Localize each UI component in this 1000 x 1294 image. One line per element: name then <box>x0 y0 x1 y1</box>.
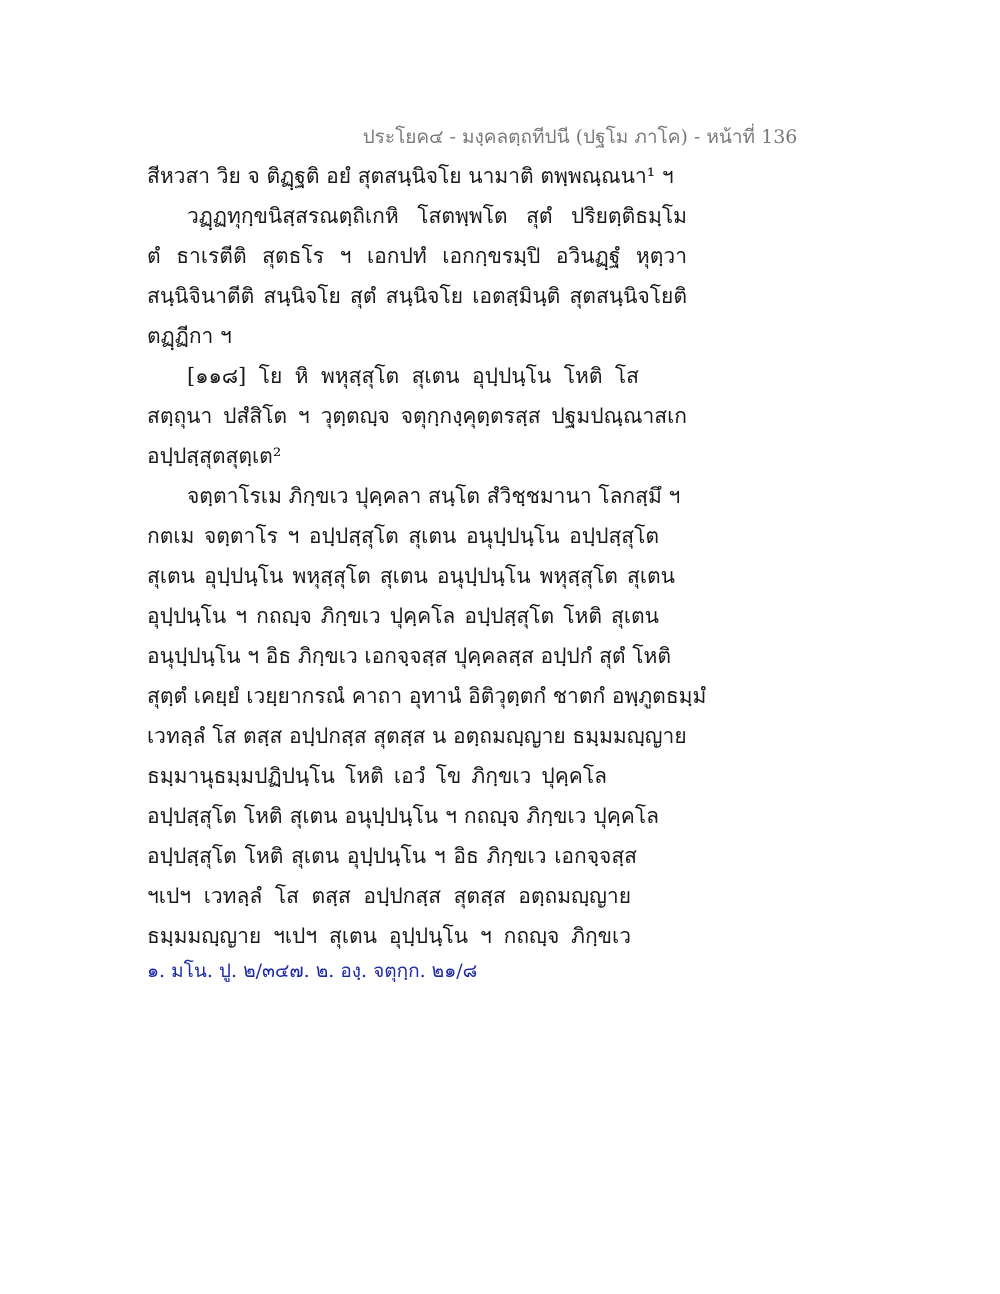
text-line: อปฺปสฺสุโต โหติ สุเตน อุปฺปนฺโน ฯ อิธ ภิกฺขเว เอกจฺจสฺส <box>147 844 637 868</box>
text-line: ฯเปฯ เวทลฺลํ โส ตสฺส อปฺปกสฺส สุตสฺส อตฺถมญฺญาย <box>147 884 631 908</box>
text-line: สุเตน อุปฺปนฺโน พหุสฺสุโต สุเตน อนุปฺปนฺโน พหุสฺสุโต สุเตน <box>147 564 675 588</box>
page-header: ประโยค๔ - มงฺคลตฺถทีปนี (ปฐโม ภาโค) - หน้าที่ 136 <box>362 126 798 148</box>
text-line: เวทลฺลํ โส ตสฺส อปฺปกสฺส สุตสฺส น อตฺถมญฺญาย ธมฺมมญฺญาย <box>147 724 687 748</box>
text-line: ตํ ธาเรตีติ สุตธโร ฯ เอกปทํ เอกกฺขรมฺปิ อวินฏฺฐํ หุตฺวา <box>147 244 687 268</box>
text-line: [๑๑๘] โย หิ พหุสฺสุโต สุเตน อุปฺปนฺโน โหติ โส <box>187 364 639 388</box>
text-line: สุตฺตํ เคยฺยํ เวยฺยากรณํ คาถา อุทานํ อิติวุตฺตกํ ชาตกํ อพฺภูตธมฺมํ <box>147 684 707 708</box>
footnote: ๑. มโน. ปู. ๒/๓๔๗. ๒. องฺ. จตุกฺก. ๒๑/๘ <box>147 960 478 982</box>
text-line: ธมฺมานุธมฺมปฏิปนฺโน โหติ เอวํ โข ภิกฺขเว ปุคฺคโล <box>147 764 607 788</box>
text-line: วฏฺฏทุกฺขนิสฺสรณตฺถิเกหิ โสตพฺพโต สุตํ ปริยตฺติธมฺโม <box>187 204 687 228</box>
text-line: สีหวสา วิย จ ติฏฺฐติ อยํ สุตสนฺนิจโย นามาติ ตพฺพณฺณนา¹ ฯ <box>147 164 674 188</box>
text-line: ตฏฺฏีกา ฯ <box>147 324 232 348</box>
text-line: สนฺนิจินาตีติ สนฺนิจโย สุตํ สนฺนิจโย เอตสฺมินฺติ สุตสนฺนิจโยติ <box>147 284 687 308</box>
text-line: อปฺปสฺสุตสุตฺเต² <box>147 444 282 468</box>
text-line: ธมฺมมญฺญาย ฯเปฯ สุเตน อุปฺปนฺโน ฯ กถญฺจ ภิกฺขเว <box>147 924 631 948</box>
text-line: สตฺถุนา ปสํสิโต ฯ วุตฺตญฺจ จตุกฺกงฺคุตฺตรสฺส ปฐมปณฺณาสเก <box>147 404 687 428</box>
text-line: จตฺตาโรเม ภิกฺขเว ปุคฺคลา สนฺโต สํวิชฺชมานา โลกสฺมึ ฯ <box>187 484 681 508</box>
text-line: กตเม จตฺตาโร ฯ อปฺปสฺสุโต สุเตน อนุปฺปนฺโน อปฺปสฺสุโต <box>147 524 659 548</box>
text-line: อปฺปสฺสุโต โหติ สุเตน อนุปฺปนฺโน ฯ กถญฺจ ภิกฺขเว ปุคฺคโล <box>147 804 659 828</box>
text-line: อนุปฺปนฺโน ฯ อิธ ภิกฺขเว เอกจฺจสฺส ปุคฺคลสฺส อปฺปกํ สุตํ โหติ <box>147 644 672 668</box>
text-line: อุปฺปนฺโน ฯ กถญฺจ ภิกฺขเว ปุคฺคโล อปฺปสฺสุโต โหติ สุเตน <box>147 604 659 628</box>
